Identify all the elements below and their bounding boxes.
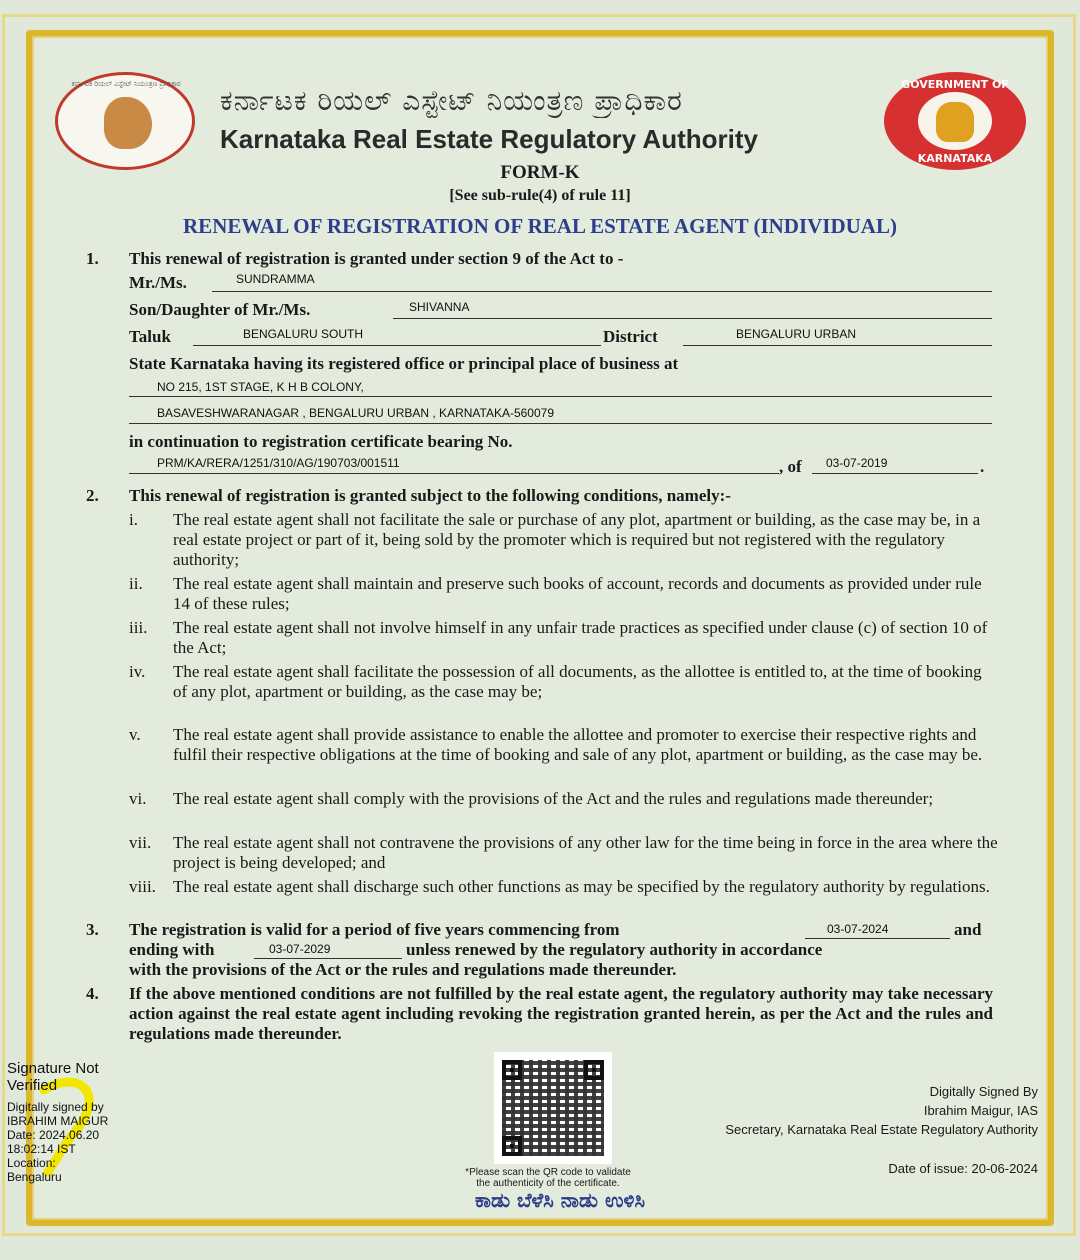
condition-numeral: iii. bbox=[129, 618, 148, 637]
signature-date: Date: 2024.06.20 bbox=[7, 1128, 100, 1142]
signature-status bbox=[7, 1060, 99, 1094]
section-2-number: 2. bbox=[86, 486, 99, 505]
signature-status-line-1: Signature Not bbox=[7, 1060, 99, 1077]
kannada-title: ಕರ್ನಾಟಕ ರಿಯಲ್ ಎಸ್ಟೇಟ್ ನಿಯಂತ್ರಣ ಪ್ರಾಧಿಕಾರ bbox=[220, 84, 683, 117]
section-2-intro: This renewal of registration is granted subject to the following conditions, namely:- bbox=[129, 486, 731, 505]
condition-text: The real estate agent shall discharge such other functions as may be specified by the regulatory authority by regulations. bbox=[173, 877, 990, 896]
footer-slogan: ಕಾಡು ಬೆಳೆಸಿ ನಾಡು ಉಳಿಸಿ bbox=[474, 1188, 646, 1212]
condition-numeral: ii. bbox=[129, 574, 143, 593]
condition-numeral: i. bbox=[129, 510, 138, 529]
condition-numeral: viii. bbox=[129, 877, 156, 896]
taluk-label: Taluk bbox=[129, 327, 171, 346]
district-line bbox=[683, 345, 992, 346]
section-3-text-a: The registration is valid for a period of five years commencing from bbox=[129, 920, 620, 939]
name-label: Mr./Ms. bbox=[129, 273, 187, 292]
krera-logo-text: ಕರ್ನಾಟಕ ರಿಯಲ್ ಎಸ್ಟೇಟ್ ನಿಯಂತ್ರಣ ಪ್ರಾಧಿಕಾರ bbox=[71, 81, 181, 88]
condition-numeral: v. bbox=[129, 725, 141, 744]
agent-name: SUNDRAMMA bbox=[236, 272, 315, 286]
qr-note bbox=[430, 1167, 666, 1189]
condition-text: The real estate agent shall not involve himself in any unfair trade practices as specified under clause (c) of section 10 of the Act; bbox=[173, 618, 988, 657]
qr-finder bbox=[502, 1136, 522, 1156]
continuation-text: in continuation to registration certificate bearing No. bbox=[129, 432, 513, 451]
form-title: FORM-K bbox=[500, 162, 580, 183]
certificate-date-line bbox=[812, 473, 978, 474]
signer-name: IBRAHIM MAIGUR bbox=[7, 1114, 109, 1128]
parent-label: Son/Daughter of Mr./Ms. bbox=[129, 300, 311, 319]
condition-text: The real estate agent shall facilitate the possession of all documents, as the allottee is entitled to, at the time of booking of any plot, apartment or building, as the case may be; bbox=[173, 662, 982, 701]
signed-by-label: Digitally signed by bbox=[7, 1100, 104, 1114]
of-label: , of bbox=[779, 457, 802, 476]
seal-text-top: GOVERNMENT OF bbox=[901, 78, 1009, 91]
condition-item bbox=[129, 662, 999, 702]
seal-text-bottom: KARNATAKA bbox=[917, 152, 993, 165]
emblem-icon bbox=[936, 102, 974, 142]
certificate-heading: RENEWAL OF REGISTRATION OF REAL ESTATE AGENT (INDIVIDUAL) bbox=[183, 214, 897, 238]
condition-text: The real estate agent shall comply with the provisions of the Act and the rules and regulations made thereunder; bbox=[173, 789, 934, 808]
section-3-number: 3. bbox=[86, 920, 99, 939]
certificate-date: 03-07-2019 bbox=[826, 456, 888, 470]
end-date-line bbox=[254, 958, 402, 959]
certificate-number-line bbox=[129, 473, 779, 474]
digital-signature-block bbox=[680, 1082, 1038, 1139]
address-line-1: NO 215, 1ST STAGE, K H B COLONY, bbox=[157, 380, 364, 394]
state-text: State Karnataka having its registered office or principal place of business at bbox=[129, 354, 679, 373]
district-label: District bbox=[603, 327, 658, 346]
condition-item bbox=[129, 833, 999, 873]
end-date: 03-07-2029 bbox=[269, 942, 331, 956]
qr-note-line-2: the authenticity of the certificate. bbox=[476, 1178, 620, 1189]
section-3-text-b: ending with bbox=[129, 940, 215, 959]
condition-item bbox=[129, 789, 999, 809]
taluk-line bbox=[193, 345, 601, 346]
section-1-intro: This renewal of registration is granted under section 9 of the Act to - bbox=[129, 249, 624, 268]
karnataka-map-icon bbox=[104, 97, 152, 149]
condition-text: The real estate agent shall not facilitate the sale or purchase of any plot, apartment or building, as the case may be, in a real estate project or part of it, being sold by the promoter which is required but not registered with the regulatory authority; bbox=[173, 510, 981, 569]
taluk-value: BENGALURU SOUTH bbox=[243, 327, 364, 341]
condition-item bbox=[129, 877, 999, 897]
signature-location-label: Location: bbox=[7, 1156, 56, 1170]
signature-location: Bengaluru bbox=[7, 1170, 62, 1184]
signature-status-line-2: Verified bbox=[7, 1077, 58, 1094]
address-line-2: BASAVESHWARANAGAR , BENGALURU URBAN , KARNATAKA-560079 bbox=[157, 406, 555, 420]
section-1-number: 1. bbox=[86, 249, 99, 268]
signature-time: 18:02:14 IST bbox=[7, 1142, 76, 1156]
district-value: BENGALURU URBAN bbox=[736, 327, 857, 341]
address-line-2-rule bbox=[129, 423, 992, 424]
condition-text: The real estate agent shall not contravene the provisions of any other law for the time being in force in the area where the project is being developed; and bbox=[173, 833, 998, 872]
date-of-issue: Date of issue: 20-06-2024 bbox=[888, 1161, 1038, 1176]
krera-logo bbox=[55, 72, 195, 170]
government-of-karnataka-seal bbox=[884, 72, 1026, 170]
english-title: Karnataka Real Estate Regulatory Authority bbox=[220, 124, 758, 154]
start-date-line bbox=[805, 938, 950, 939]
signatory-designation: Secretary, Karnataka Real Estate Regulatory Authority bbox=[725, 1122, 1038, 1137]
signatory-name: Ibrahim Maigur, IAS bbox=[923, 1103, 1038, 1118]
parent-line bbox=[393, 318, 992, 319]
condition-numeral: vi. bbox=[129, 789, 147, 808]
qr-finder bbox=[502, 1060, 522, 1080]
address-line-1-rule bbox=[129, 396, 992, 397]
signature-details bbox=[7, 1100, 108, 1184]
digitally-signed-label: Digitally Signed By bbox=[929, 1084, 1038, 1099]
condition-text: The real estate agent shall maintain and preserve such books of account, records and documents as provided under rule 14 of these rules; bbox=[173, 574, 982, 613]
end-dot: . bbox=[980, 457, 985, 476]
parent-name: SHIVANNA bbox=[409, 300, 470, 314]
condition-item bbox=[129, 574, 999, 614]
name-line bbox=[212, 291, 992, 292]
condition-numeral: vii. bbox=[129, 833, 152, 852]
section-4-number: 4. bbox=[86, 984, 99, 1003]
condition-text: The real estate agent shall provide assistance to enable the allottee and promoter to exercise their respective rights and fulfil their respective obligations at the time of booking and sale of any plot, apartment or building, as the case may be. bbox=[173, 725, 983, 764]
condition-item bbox=[129, 618, 999, 658]
condition-item bbox=[129, 725, 999, 765]
qr-finder bbox=[584, 1060, 604, 1080]
qr-note-line-1: *Please scan the QR code to validate bbox=[465, 1167, 631, 1178]
qr-code[interactable] bbox=[494, 1052, 612, 1164]
section-3-text-c: unless renewed by the regulatory authority in accordance bbox=[406, 940, 823, 959]
condition-item bbox=[129, 510, 999, 570]
subrule: [See sub-rule(4) of rule 11] bbox=[449, 187, 631, 204]
section-4-text: If the above mentioned conditions are not fulfilled by the real estate agent, the regulatory authority may take necessary action against the real estate agent including revoking the registration granted herein, as per the Act and the rules and regulations made thereunder. bbox=[129, 984, 993, 1043]
section-3-text-d: with the provisions of the Act or the rules and regulations made thereunder. bbox=[129, 960, 677, 979]
certificate-number: PRM/KA/RERA/1251/310/AG/190703/001511 bbox=[157, 456, 400, 470]
section-3-and: and bbox=[954, 920, 982, 939]
condition-numeral: iv. bbox=[129, 662, 146, 681]
start-date: 03-07-2024 bbox=[827, 922, 889, 936]
